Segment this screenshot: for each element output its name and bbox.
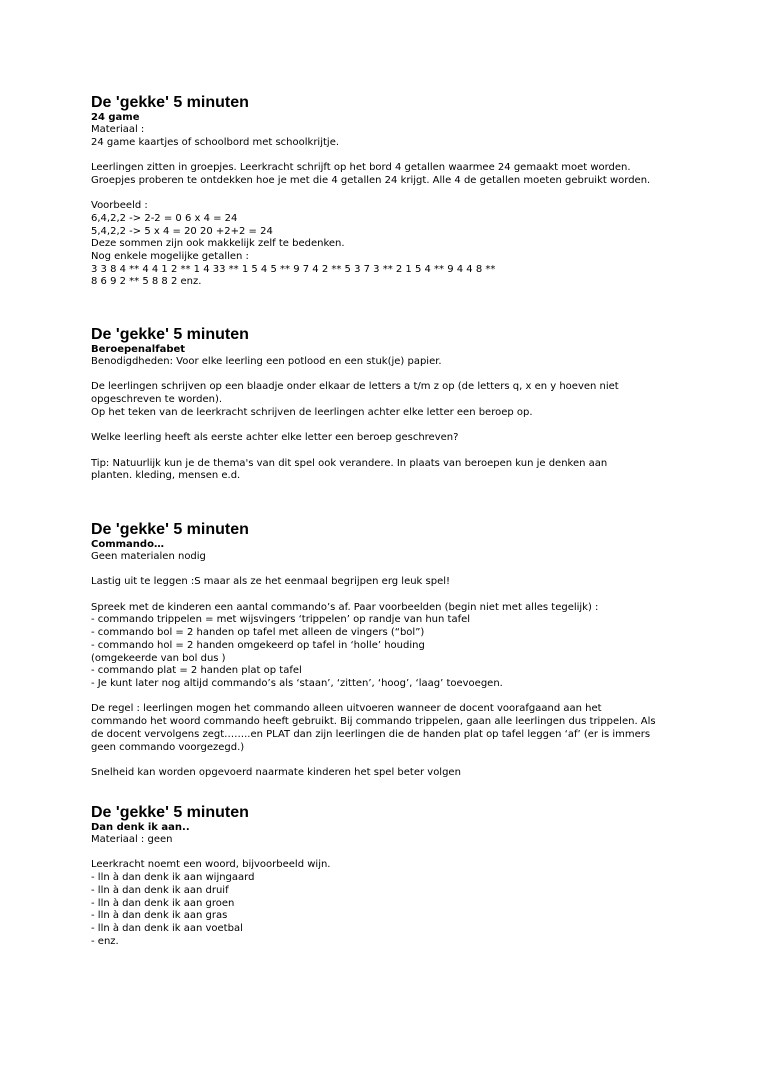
body-text-line: commando het woord commando heeft gebruikt. Bij commando trippelen, gaan alle leerlingen dus trippelen. Als	[91, 716, 656, 728]
section-title: De 'gekke' 5 minuten	[91, 326, 249, 343]
paragraph-gap	[91, 188, 691, 201]
paragraph-gap	[91, 589, 691, 602]
body-text-line: Voorbeeld :	[91, 200, 148, 212]
body-text-line: Leerlingen zitten in groepjes. Leerkracht schrijft op het bord 4 getallen waarmee 24 gemaakt moet worden.	[91, 162, 631, 174]
body-text-line: Spreek met de kinderen een aantal commando’s af. Paar voorbeelden (begin niet met alles tegelijk) :	[91, 601, 599, 613]
body-text-line: - commando plat = 2 handen plat op tafel	[91, 665, 302, 677]
body-text-line: Leerkracht noemt een woord, bijvoorbeeld wijn.	[91, 859, 331, 871]
body-text-line: Nog enkele mogelijke getallen :	[91, 251, 249, 262]
body-text-line: Snelheid kan worden opgevoerd naarmate kinderen het spel beter volgen	[91, 766, 461, 778]
paragraph-gap	[91, 149, 691, 162]
body-text-line: planten. kleding, mensen e.d.	[91, 470, 241, 482]
body-text-line: opgeschreven te worden).	[91, 394, 223, 406]
body-text-line: De regel : leerlingen mogen het commando alleen uitvoeren wanneer de docent voorafgaand aan het	[91, 703, 602, 715]
body-text-line: - lln à dan denk ik aan druif	[91, 884, 229, 896]
section-subtitle: 24 game	[91, 112, 140, 123]
body-text-line: 3 3 8 4 ** 4 4 1 2 ** 1 4 33 ** 1 5 4 5 ** 9 7 4 2 ** 5 3 7 3 ** 2 1 5 4 ** 9 4 4 8 **	[91, 263, 496, 275]
body-text-line: Tip: Natuurlijk kun je de thema's van dit spel ook verandere. In plaats van beroepen kun je denken aan	[91, 457, 608, 469]
section-title: De 'gekke' 5 minuten	[91, 804, 249, 821]
body-text-line: Deze sommen zijn ook makkelijk zelf te bedenken.	[91, 238, 345, 250]
body-text-line: 5,4,2,2 -> 5 x 4 = 20 20 +2+2 = 24	[91, 225, 273, 237]
section-commando	[91, 520, 691, 780]
section-subtitle: Commando…	[91, 539, 164, 550]
body-text-line: Welke leerling heeft als eerste achter elke letter een beroep geschreven?	[91, 432, 459, 444]
paragraph-gap	[91, 847, 691, 860]
body-text-line: - Je kunt later nog altijd commando’s als ‘staan’, ‘zitten’, ‘hoog’, ‘laag’ toevoegen.	[91, 678, 503, 689]
body-text-line: geen commando voorgezegd.)	[91, 741, 245, 753]
body-text-line: - commando trippelen = met wijsvingers ‘trippelen’ op randje van hun tafel	[91, 614, 471, 626]
body-text-line: De leerlingen schrijven op een blaadje onder elkaar de letters a t/m z op (de letters q, x en y hoeven niet	[91, 381, 619, 393]
body-text-line: de docent vervolgens zegt……..en PLAT dan zijn leerlingen die de handen plat op tafel leggen ‘af’ (er is immers	[91, 728, 651, 740]
section-body	[91, 124, 691, 289]
section-dan-denk-ik-aan	[91, 803, 691, 948]
body-text-line: - lln à dan denk ik aan gras	[91, 910, 228, 922]
body-text-line: (omgekeerde van bol dus )	[91, 652, 226, 664]
section-24-game	[91, 93, 691, 289]
body-text-line: Materiaal : geen	[91, 834, 173, 845]
paragraph-gap	[91, 369, 691, 382]
body-text-line: Materiaal :	[91, 124, 145, 135]
body-text-line: Geen materialen nodig	[91, 551, 206, 562]
section-body	[91, 834, 691, 948]
body-text-line: - enz.	[91, 935, 119, 947]
paragraph-gap	[91, 420, 691, 433]
section-body	[91, 551, 691, 780]
section-subtitle: Dan denk ik aan..	[91, 822, 190, 833]
body-text-line: Op het teken van de leerkracht schrijven de leerlingen achter elke letter een beroep op.	[91, 406, 533, 418]
paragraph-gap	[91, 691, 691, 704]
body-text-line: 24 game kaartjes of schoolbord met schoolkrijtje.	[91, 136, 340, 148]
paragraph-gap	[91, 564, 691, 577]
paragraph-gap	[91, 754, 691, 767]
paragraph-gap	[91, 445, 691, 458]
body-text-line: - lln à dan denk ik aan wijngaard	[91, 872, 255, 884]
section-beroepenalfabet	[91, 325, 691, 483]
body-text-line: - lln à dan denk ik aan groen	[91, 897, 235, 909]
body-text-line: Lastig uit te leggen :S maar als ze het eenmaal begrijpen erg leuk spel!	[91, 576, 451, 588]
body-text-line: 8 6 9 2 ** 5 8 8 2 enz.	[91, 276, 202, 288]
body-text-line: - commando hol = 2 handen omgekeerd op tafel in ‘holle’ houding	[91, 639, 425, 651]
body-text-line: - lln à dan denk ik aan voetbal	[91, 922, 243, 934]
section-title: De 'gekke' 5 minuten	[91, 521, 249, 538]
body-text-line: 6,4,2,2 -> 2-2 = 0 6 x 4 = 24	[91, 212, 238, 224]
body-text-line: Groepjes proberen te ontdekken hoe je met die 4 getallen 24 krijgt. Alle 4 de getallen moeten gebruikt worden.	[91, 174, 651, 186]
body-text-line: - commando bol = 2 handen op tafel met alleen de vingers (“bol”)	[91, 627, 425, 639]
section-body	[91, 356, 691, 483]
body-text-line: Benodigdheden: Voor elke leerling een potlood en een stuk(je) papier.	[91, 356, 442, 367]
section-title: De 'gekke' 5 minuten	[91, 94, 249, 111]
section-subtitle: Beroepenalfabet	[91, 344, 186, 355]
